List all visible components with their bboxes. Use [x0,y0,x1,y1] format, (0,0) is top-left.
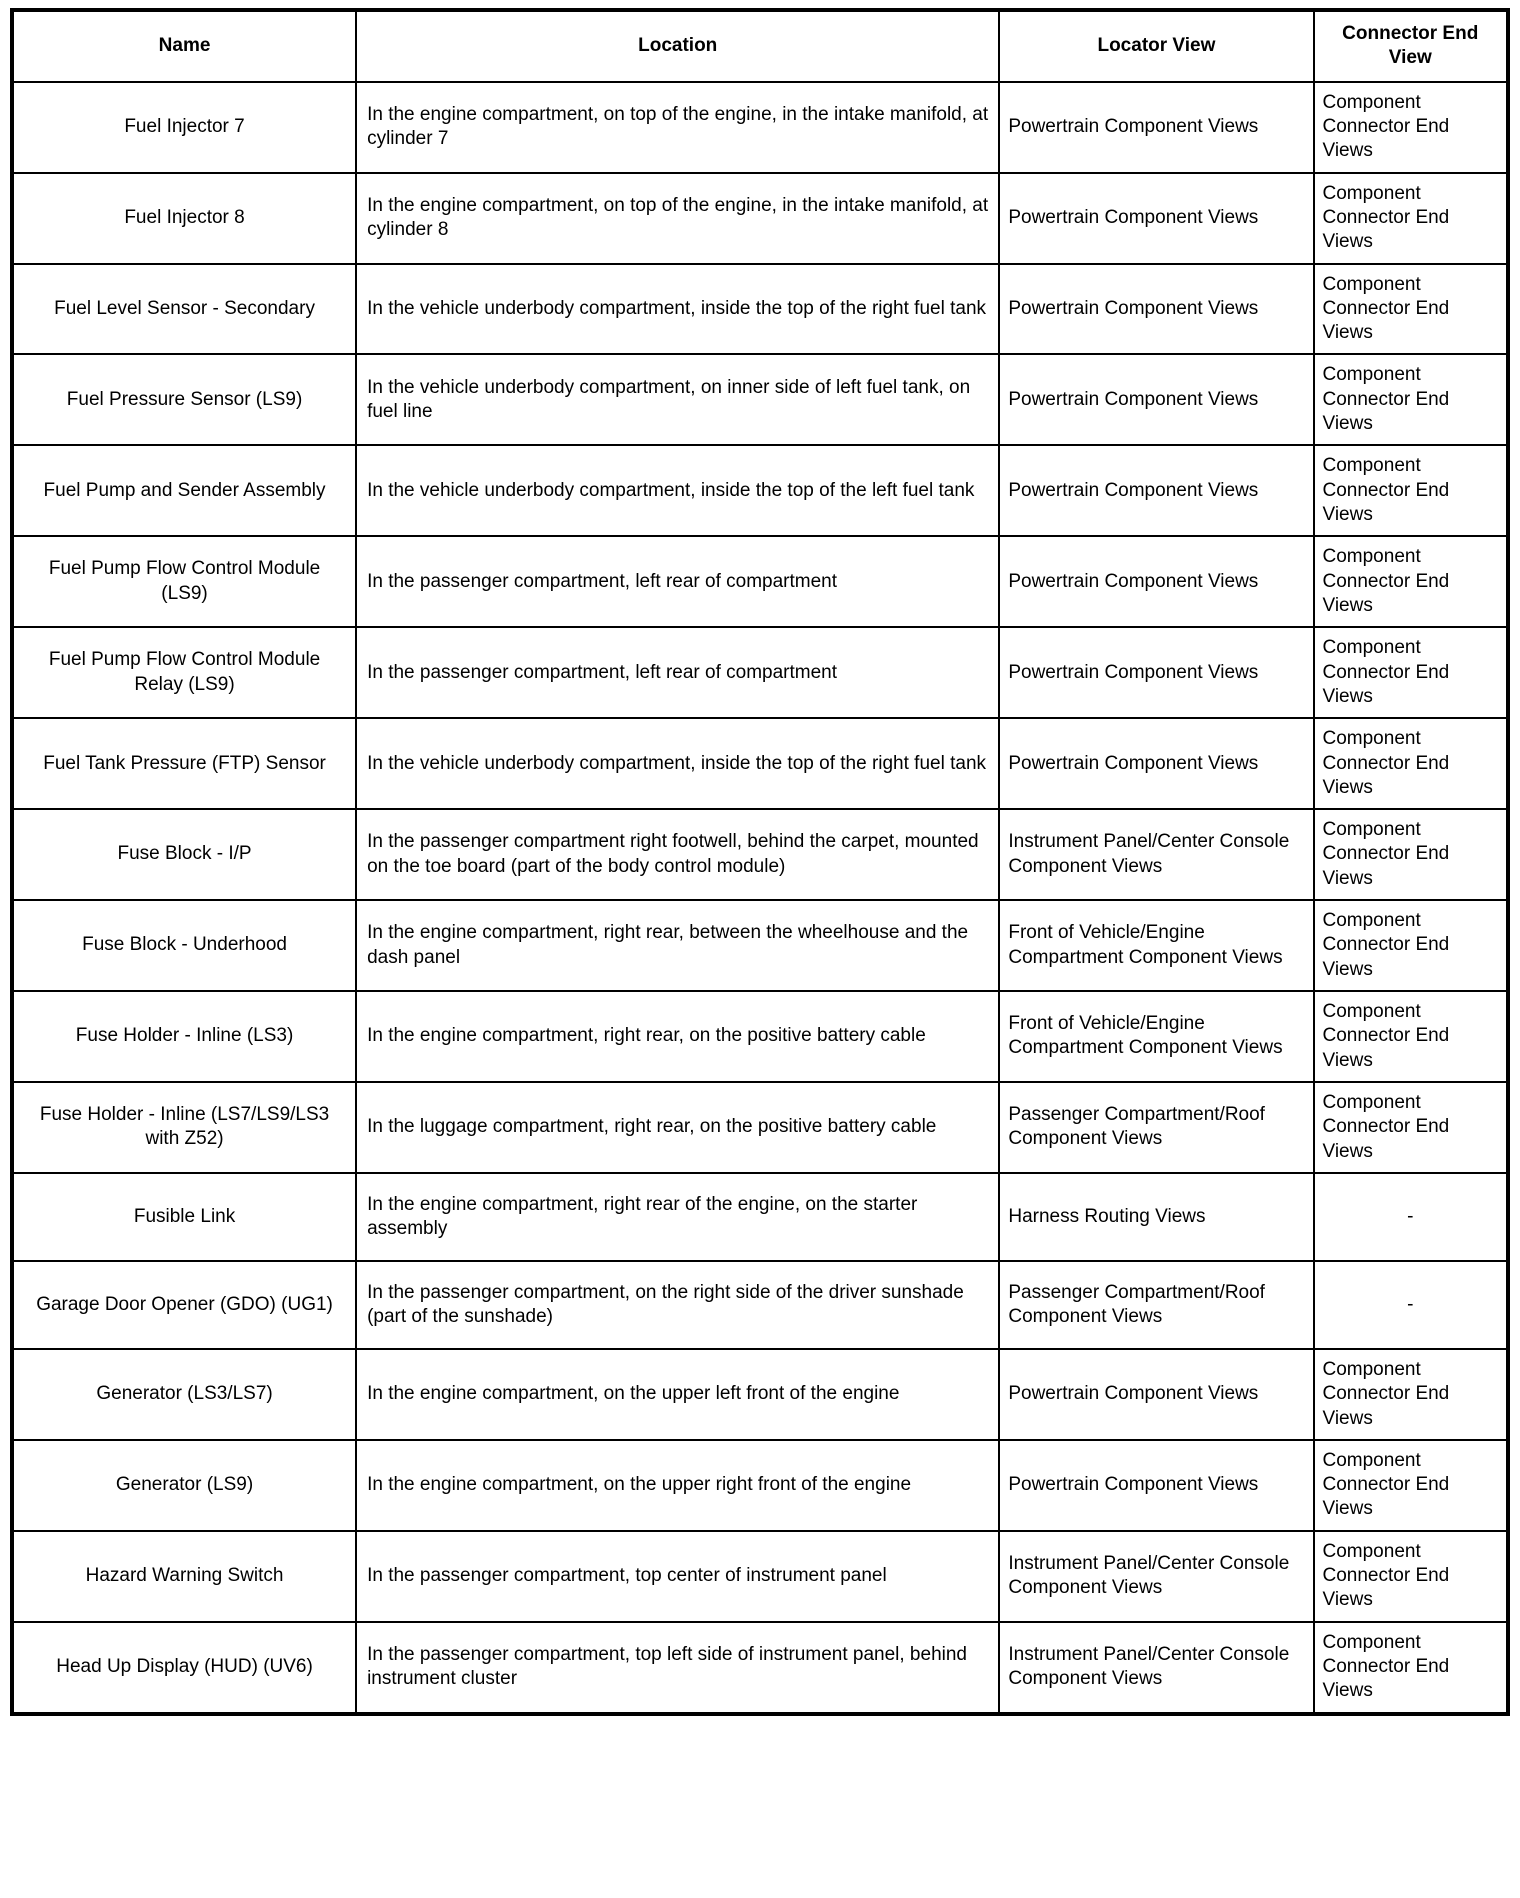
location-cell: In the passenger compartment, left rear of compartment [356,627,999,718]
connector-end-view-cell: Component Connector End Views [1314,718,1509,809]
name-cell: Head Up Display (HUD) (UV6) [12,1622,356,1714]
name-cell: Fusible Link [12,1173,356,1261]
name-cell: Fuel Pump Flow Control Module (LS9) [12,536,356,627]
table-row [12,991,1508,1082]
connector-end-view-cell: Component Connector End Views [1314,536,1509,627]
table-row [12,718,1508,809]
table-row [12,900,1508,991]
location-cell: In the passenger compartment, top left side of instrument panel, behind instrument cluster [356,1622,999,1714]
connector-end-view-cell: Component Connector End Views [1314,1082,1509,1173]
connector-end-view-cell: Component Connector End Views [1314,1622,1509,1714]
locator-view-cell: Powertrain Component Views [999,627,1313,718]
connector-end-view-cell: Component Connector End Views [1314,264,1509,355]
table-row [12,1531,1508,1622]
header-location: Location [356,10,999,82]
location-cell: In the passenger compartment, on the right side of the driver sunshade (part of the sunshade) [356,1261,999,1349]
name-cell: Generator (LS9) [12,1440,356,1531]
table-body [12,82,1508,1714]
location-cell: In the engine compartment, right rear of the engine, on the starter assembly [356,1173,999,1261]
name-cell: Fuse Block - I/P [12,809,356,900]
table-row [12,627,1508,718]
name-cell: Fuel Pump Flow Control Module Relay (LS9) [12,627,356,718]
name-cell: Hazard Warning Switch [12,1531,356,1622]
table-row [12,1173,1508,1261]
name-cell: Generator (LS3/LS7) [12,1349,356,1440]
location-cell: In the passenger compartment, left rear of compartment [356,536,999,627]
name-cell: Fuel Level Sensor - Secondary [12,264,356,355]
locator-view-cell: Instrument Panel/Center Console Component Views [999,1531,1313,1622]
location-cell: In the vehicle underbody compartment, on inner side of left fuel tank, on fuel line [356,354,999,445]
table-row [12,264,1508,355]
location-cell: In the vehicle underbody compartment, inside the top of the right fuel tank [356,718,999,809]
locator-view-cell: Powertrain Component Views [999,1440,1313,1531]
table-row [12,82,1508,173]
table-row [12,1440,1508,1531]
connector-end-view-cell: - [1314,1173,1509,1261]
name-cell: Garage Door Opener (GDO) (UG1) [12,1261,356,1349]
table-header [12,10,1508,82]
locator-view-cell: Instrument Panel/Center Console Component Views [999,1622,1313,1714]
locator-view-cell: Powertrain Component Views [999,354,1313,445]
locator-view-cell: Powertrain Component Views [999,445,1313,536]
header-name: Name [12,10,356,82]
locator-view-cell: Front of Vehicle/Engine Compartment Component Views [999,991,1313,1082]
table-row [12,1082,1508,1173]
locator-view-cell: Powertrain Component Views [999,536,1313,627]
locator-view-cell: Powertrain Component Views [999,1349,1313,1440]
locator-view-cell: Instrument Panel/Center Console Component Views [999,809,1313,900]
connector-end-view-cell: Component Connector End Views [1314,173,1509,264]
table-row [12,1622,1508,1714]
connector-end-view-cell: Component Connector End Views [1314,1531,1509,1622]
location-cell: In the engine compartment, on the upper left front of the engine [356,1349,999,1440]
table-row [12,173,1508,264]
location-cell: In the vehicle underbody compartment, inside the top of the right fuel tank [356,264,999,355]
location-cell: In the passenger compartment right footwell, behind the carpet, mounted on the toe board (part of the body control module) [356,809,999,900]
header-connector-end-view: Connector End View [1314,10,1509,82]
table-row [12,1349,1508,1440]
connector-end-view-cell: Component Connector End Views [1314,354,1509,445]
locator-view-cell: Powertrain Component Views [999,82,1313,173]
table-row [12,1261,1508,1349]
location-cell: In the luggage compartment, right rear, on the positive battery cable [356,1082,999,1173]
locator-view-cell: Front of Vehicle/Engine Compartment Component Views [999,900,1313,991]
location-cell: In the engine compartment, on the upper right front of the engine [356,1440,999,1531]
name-cell: Fuse Holder - Inline (LS3) [12,991,356,1082]
table-row [12,445,1508,536]
locator-view-cell: Powertrain Component Views [999,264,1313,355]
connector-end-view-cell: Component Connector End Views [1314,809,1509,900]
header-row [12,10,1508,82]
locator-view-cell: Harness Routing Views [999,1173,1313,1261]
table-row [12,354,1508,445]
connector-end-view-cell: Component Connector End Views [1314,445,1509,536]
location-cell: In the engine compartment, on top of the engine, in the intake manifold, at cylinder 7 [356,82,999,173]
component-locator-table [10,8,1510,1716]
connector-end-view-cell: - [1314,1261,1509,1349]
name-cell: Fuse Block - Underhood [12,900,356,991]
header-locator-view: Locator View [999,10,1313,82]
name-cell: Fuel Tank Pressure (FTP) Sensor [12,718,356,809]
table-row [12,809,1508,900]
locator-view-cell: Passenger Compartment/Roof Component Views [999,1082,1313,1173]
connector-end-view-cell: Component Connector End Views [1314,627,1509,718]
locator-view-cell: Passenger Compartment/Roof Component Views [999,1261,1313,1349]
name-cell: Fuel Injector 7 [12,82,356,173]
connector-end-view-cell: Component Connector End Views [1314,1440,1509,1531]
name-cell: Fuse Holder - Inline (LS7/LS9/LS3 with Z52) [12,1082,356,1173]
connector-end-view-cell: Component Connector End Views [1314,900,1509,991]
connector-end-view-cell: Component Connector End Views [1314,82,1509,173]
location-cell: In the passenger compartment, top center of instrument panel [356,1531,999,1622]
location-cell: In the engine compartment, right rear, between the wheelhouse and the dash panel [356,900,999,991]
connector-end-view-cell: Component Connector End Views [1314,991,1509,1082]
locator-view-cell: Powertrain Component Views [999,173,1313,264]
locator-view-cell: Powertrain Component Views [999,718,1313,809]
table-row [12,536,1508,627]
location-cell: In the engine compartment, on top of the engine, in the intake manifold, at cylinder 8 [356,173,999,264]
connector-end-view-cell: Component Connector End Views [1314,1349,1509,1440]
name-cell: Fuel Pump and Sender Assembly [12,445,356,536]
name-cell: Fuel Pressure Sensor (LS9) [12,354,356,445]
location-cell: In the engine compartment, right rear, on the positive battery cable [356,991,999,1082]
name-cell: Fuel Injector 8 [12,173,356,264]
location-cell: In the vehicle underbody compartment, inside the top of the left fuel tank [356,445,999,536]
